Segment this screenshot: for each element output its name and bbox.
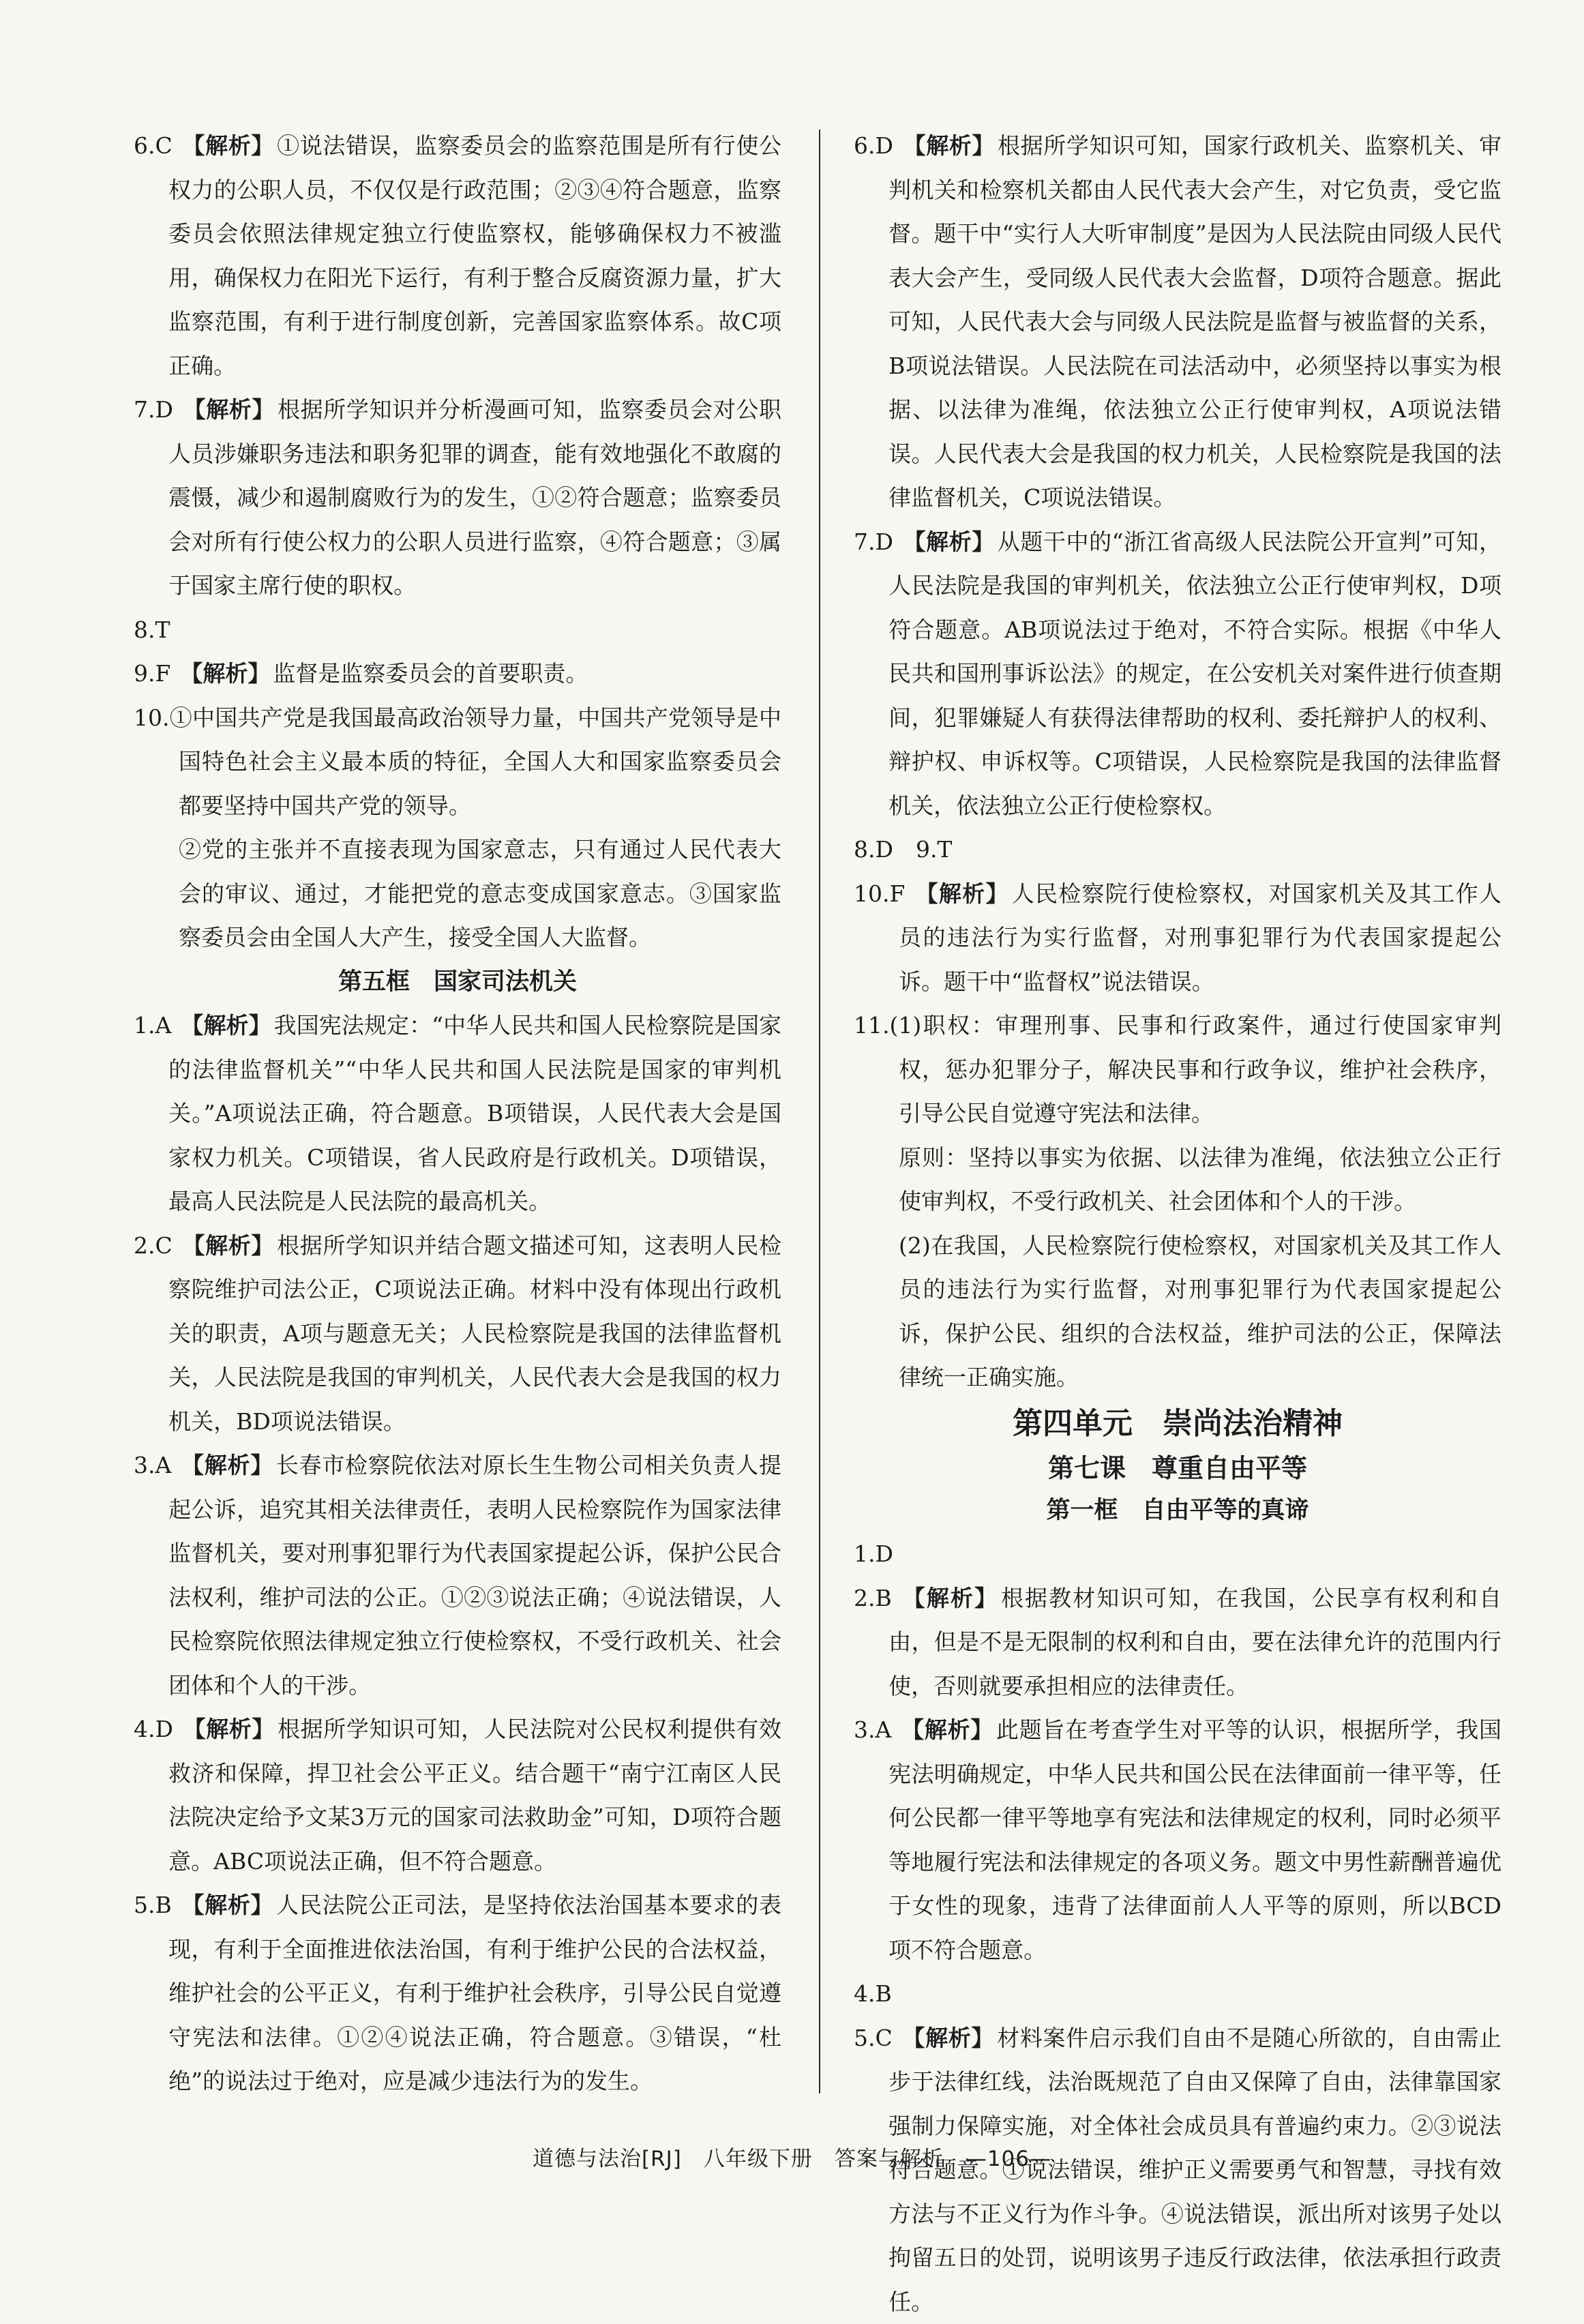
analysis-tag: 【解析】	[182, 132, 274, 159]
answer-number: 6.C	[134, 132, 173, 159]
answer-text: 此题旨在考查学生对平等的认识，根据所学，我国宪法明确规定，中华人民共和国公民在法律面前一律平等，任何公民都一律平等地享有宪法和法律规定的权利，同时必须平等地履行宪法和法律规定的各项义务。题文中男性薪酬普遍优于女性的现象，违背了法律面前人人平等的原则，所以BCD项不符合题意。	[888, 1716, 1501, 1963]
answer-number: 9.F	[134, 660, 170, 687]
answer-7d	[134, 388, 781, 608]
answer-number: 5.B	[134, 1892, 172, 1918]
answer-text: (1)职权：审理刑事、民事和行政案件，通过行使国家审判权，惩办犯罪分子，解决民事和行政争议，维护社会秩序，引导公民自觉遵守宪法和法律。	[889, 1012, 1501, 1127]
answer-7d-right	[854, 520, 1501, 829]
frame5-answer-3a	[134, 1444, 781, 1708]
answer-number: 3.A	[854, 1716, 891, 1743]
answer-10	[134, 696, 781, 829]
answer-number: 11.	[854, 1012, 889, 1039]
analysis-tag: 【解析】	[901, 1585, 998, 1611]
frame5-answer-4d	[134, 1708, 781, 1883]
analysis-tag: 【解析】	[914, 880, 1008, 907]
frame5-answer-2c	[134, 1224, 781, 1444]
answer-6d	[854, 124, 1501, 520]
analysis-tag: 【解析】	[183, 396, 275, 423]
answer-text: ①说法错误，监察委员会的监察范围是所有行使公权力的公职人员，不仅仅是行政范围；②③④符合题意，监察委员会依照法律规定独立行使监察权，能够确保权力不被滥用，确保权力在阳光下运行，有利于整合反腐资源力量，扩大监察范围，有利于进行制度创新，完善国家监察体系。故C项正确。	[168, 132, 781, 379]
right-column	[854, 124, 1501, 2324]
answer-text: 根据所学知识可知，国家行政机关、监察机关、审判机关和检察机关都由人民代表大会产生，对它负责，受它监督。题干中“实行人大听审制度”是因为人民法院由同级人民代表大会产生，受同级人民代表大会监督，D项符合题意。据此可知，人民代表大会与同级人民法院是监督与被监督的关系，B项说法错误。人民法院在司法活动中，必须坚持以事实为根据、以法律为准绳，依法独立公正行使审判权，A项说法错误。人民代表大会是我国的权力机关，人民检察院是我国的法律监督机关，C项说法错误。	[888, 132, 1501, 511]
answer-number: 5.C	[854, 2025, 893, 2051]
answer-number: 1.A	[134, 1012, 171, 1039]
frame5-answer-1a	[134, 1004, 781, 1224]
analysis-tag: 【解析】	[181, 1452, 273, 1478]
answer-number: 2.C	[134, 1232, 173, 1259]
frame-heading: 第一框 自由平等的真谛	[854, 1489, 1501, 1533]
answer-6c	[134, 124, 781, 388]
answer-text: 根据所学知识并结合题文描述可知，这表明人民检察院维护司法公正，C项说法正确。材料中没有体现出行政机关的职责，A项与题意无关；人民检察院是我国的法律监督机关，人民法院是我国的审判机关，人民代表大会是我国的权力机关，BD项说法错误。	[168, 1232, 781, 1435]
answer-text: 人民检察院行使检察权，对国家机关及其工作人员的违法行为实行监督，对刑事犯罪行为代表国家提起公诉。题干中“监督权”说法错误。	[899, 880, 1501, 995]
answer-number: 10.	[134, 704, 169, 731]
answer-11	[854, 1004, 1501, 1136]
answer-text: 我国宪法规定：“中华人民共和国人民检察院是国家的法律监督机关”“中华人民共和国人民法院是国家的审判机关。”A项说法正确，符合题意。B项错误，人民代表大会是国家权力机关。C项错误，省人民政府是行政机关。D项错误，最高人民法院是人民法院的最高机关。	[168, 1012, 781, 1215]
answer-9f	[134, 652, 781, 696]
lesson7-answer-1d: 1.D	[854, 1532, 1501, 1577]
analysis-tag: 【解析】	[901, 1716, 993, 1743]
left-column	[134, 124, 781, 2104]
analysis-tag: 【解析】	[182, 1232, 274, 1259]
analysis-tag: 【解析】	[181, 1892, 274, 1918]
lesson7-answer-4b: 4.B	[854, 1972, 1501, 2016]
answer-8d-9t: 8.D 9.T	[854, 828, 1501, 872]
lesson-heading: 第七课 尊重自由平等	[854, 1448, 1501, 1489]
answer-number: 2.B	[854, 1585, 892, 1611]
analysis-tag: 【解析】	[903, 528, 995, 555]
answer-number: 6.D	[854, 132, 893, 159]
page-footer: 道德与法治[RJ] 八年级下册 答案与解析 —106—	[0, 2141, 1584, 2172]
analysis-tag: 【解析】	[903, 132, 995, 159]
answer-10f	[854, 872, 1501, 1004]
answer-text: 从题干中的“浙江省高级人民法院公开宣判”可知，人民法院是我国的审判机关，依法独立公正行使审判权，D项符合题意。AB项说法过于绝对，不符合实际。根据《中华人民共和国刑事诉讼法》的规定，在公安机关对案件进行侦查期间，犯罪嫌疑人有获得法律帮助的权利、委托辩护人的权利、辩护权、申诉权等。C项错误，人民检察院是我国的法律监督机关，依法独立公正行使检察权。	[888, 528, 1501, 819]
answer-11-part2: (2)在我国，人民检察院行使检察权，对国家机关及其工作人员的违法行为实行监督，对刑事犯罪行为代表国家提起公诉，保护公民、组织的合法权益，维护司法的公正，保障法律统一正确实施。	[854, 1224, 1501, 1400]
answer-text: 人民法院公正司法，是坚持依法治国基本要求的表现，有利于全面推进依法治国，有利于维护公民的合法权益，维护社会的公平正义，有利于维护社会秩序，引导公民自觉遵守宪法和法律。①②④说法正确，符合题意。③错误，“杜绝”的说法过于绝对，应是减少违法行为的发生。	[168, 1892, 781, 2094]
unit-heading: 第四单元 崇尚法治精神	[854, 1400, 1501, 1448]
answer-text: 根据教材知识可知，在我国，公民享有权利和自由，但是不是无限制的权利和自由，要在法律允许的范围内行使，否则就要承担相应的法律责任。	[888, 1585, 1501, 1699]
answer-text: ①中国共产党是我国最高政治领导力量，中国共产党领导是中国特色社会主义最本质的特征，全国人大和国家监察委员会都要坚持中国共产党的领导。	[169, 704, 781, 819]
answer-11-principle: 原则：坚持以事实为依据、以法律为准绳，依法独立公正行使审判权，不受行政机关、社会团体和个人的干涉。	[854, 1136, 1501, 1224]
answer-text: 根据所学知识并分析漫画可知，监察委员会对公职人员涉嫌职务违法和职务犯罪的调查，能有效地强化不敢腐的震慑，减少和遏制腐败行为的发生，①②符合题意；监察委员会对所有行使公权力的公职人员进行监察，④符合题意；③属于国家主席行使的职权。	[168, 396, 781, 599]
answer-text: 材料案件启示我们自由不是随心所欲的，自由需止步于法律红线，法治既规范了自由又保障了自由，法律靠国家强制力保障实施，对全体社会成员具有普遍约束力。②③说法符合题意。①说法错误，维护正义需要勇气和智慧，寻找有效方法与不正义行为作斗争。④说法错误，派出所对该男子处以拘留五日的处罚，说明该男子违反行政法律，依法承担行政责任。	[888, 2025, 1501, 2315]
answer-number: 7.D	[134, 396, 173, 423]
answer-text: 长春市检察院依法对原长生生物公司相关负责人提起公诉，追究其相关法律责任，表明人民检察院作为国家法律监督机关，要对刑事犯罪行为代表国家提起公诉，保护公民合法权利，维护司法的公正。①②③说法正确；④说法错误，人民检察院依照法律规定独立行使检察权，不受行政机关、社会团体和个人的干涉。	[168, 1452, 781, 1699]
answer-number: 7.D	[854, 528, 893, 555]
answer-number: 4.D	[134, 1716, 173, 1742]
answer-number: 3.A	[134, 1452, 171, 1478]
answer-text: 监督是监察委员会的首要职责。	[273, 660, 588, 687]
answer-10-continued: ②党的主张并不直接表现为国家意志，只有通过人民代表大会的审议、通过，才能把党的意志变成国家意志。③国家监察委员会由全国人大产生，接受全国人大监督。	[134, 828, 781, 960]
frame5-answer-5b	[134, 1883, 781, 2104]
analysis-tag: 【解析】	[902, 2025, 994, 2051]
answer-text: 根据所学知识可知，人民法院对公民权利提供有效救济和保障，捍卫社会公平正义。结合题干“南宁江南区人民法院决定给予文某3万元的国家司法救助金”可知，D项符合题意。ABC项说法正确，但不符合题意。	[168, 1716, 781, 1875]
column-divider	[819, 130, 820, 2094]
section-heading-frame-5: 第五框 国家司法机关	[134, 960, 781, 1004]
analysis-tag: 【解析】	[183, 1716, 275, 1742]
lesson7-answer-2b	[854, 1577, 1501, 1709]
answer-number: 10.F	[854, 880, 905, 907]
analysis-tag: 【解析】	[180, 660, 270, 687]
answer-8t: 8.T	[134, 608, 781, 653]
analysis-tag: 【解析】	[181, 1012, 271, 1039]
lesson7-answer-3a	[854, 1708, 1501, 1972]
